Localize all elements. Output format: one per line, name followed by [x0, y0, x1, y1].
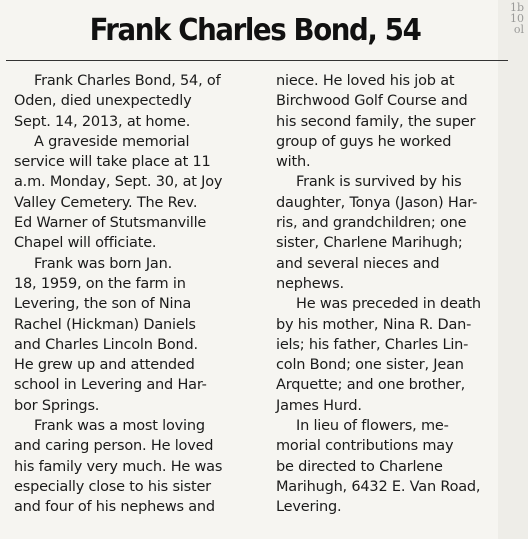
text-line: sister, Charlene Marihugh;: [276, 235, 463, 252]
text-line: Frank is survived by his: [296, 174, 462, 191]
text-line: and caring person. He loved: [14, 438, 214, 455]
obituary-column-right: [276, 71, 506, 518]
text-line: He grew up and attended: [14, 357, 195, 374]
text-line: his family very much. He was: [14, 458, 223, 475]
adjacent-column-fragments: 1b 10 ol: [509, 1, 524, 36]
text-line: iels; his father, Charles Lin-: [276, 336, 469, 353]
text-line: Frank was born Jan.: [34, 255, 172, 272]
text-line: especially close to his sister: [14, 478, 211, 495]
text-line: ris, and grandchildren; one: [276, 215, 467, 232]
text-line: He was preceded in death: [296, 296, 481, 313]
text-line: Arquette; and one brother,: [276, 377, 466, 394]
text-line: Frank Charles Bond, 54, of: [34, 73, 221, 89]
text-line: coln Bond; one sister, Jean: [276, 357, 464, 374]
text-line: and four of his nephews and: [14, 499, 215, 516]
text-line: group of guys he worked: [276, 133, 452, 150]
text-line: his second family, the super: [276, 113, 476, 130]
text-line: Sept. 14, 2013, at home.: [14, 113, 191, 130]
text-line: Marihugh, 6432 E. Van Road,: [276, 478, 481, 495]
text-line: niece. He loved his job at: [276, 73, 455, 89]
text-line: In lieu of flowers, me-: [296, 418, 449, 435]
obituary-headline: Frank Charles Bond, 54: [89, 13, 421, 48]
text-line: Frank was a most loving: [34, 418, 205, 435]
text-line: James Hurd.: [276, 397, 362, 414]
text-line: Levering.: [276, 499, 342, 516]
text-line: by his mother, Nina R. Dan-: [276, 316, 472, 333]
text-line: school in Levering and Har-: [14, 377, 207, 394]
text-line: morial contributions may: [276, 438, 454, 455]
text-line: a.m. Monday, Sept. 30, at Joy: [14, 174, 223, 191]
text-line: bor Springs.: [14, 397, 100, 414]
headline-rule: [6, 60, 508, 61]
text-line: and several nieces and: [276, 255, 440, 272]
text-line: Rachel (Hickman) Daniels: [14, 316, 196, 333]
text-line: Levering, the son of Nina: [14, 296, 192, 313]
text-line: Valley Cemetery. The Rev.: [14, 194, 198, 211]
text-line: Birchwood Golf Course and: [276, 93, 468, 110]
obituary-column-left: [14, 71, 270, 518]
text-line: daughter, Tonya (Jason) Har-: [276, 194, 478, 211]
text-line: 18, 1959, on the farm in: [14, 275, 186, 292]
text-line: Ed Warner of Stutsmanville: [14, 215, 207, 232]
text-line: and Charles Lincoln Bond.: [14, 336, 198, 353]
text-line: service will take place at 11: [14, 154, 211, 171]
text-line: nephews.: [276, 275, 344, 292]
text-line: be directed to Charlene: [276, 458, 443, 475]
text-line: with.: [276, 154, 311, 171]
text-line: A graveside memorial: [34, 133, 190, 150]
text-line: Oden, died unexpectedly: [14, 93, 192, 110]
text-line: Chapel will officiate.: [14, 235, 157, 252]
